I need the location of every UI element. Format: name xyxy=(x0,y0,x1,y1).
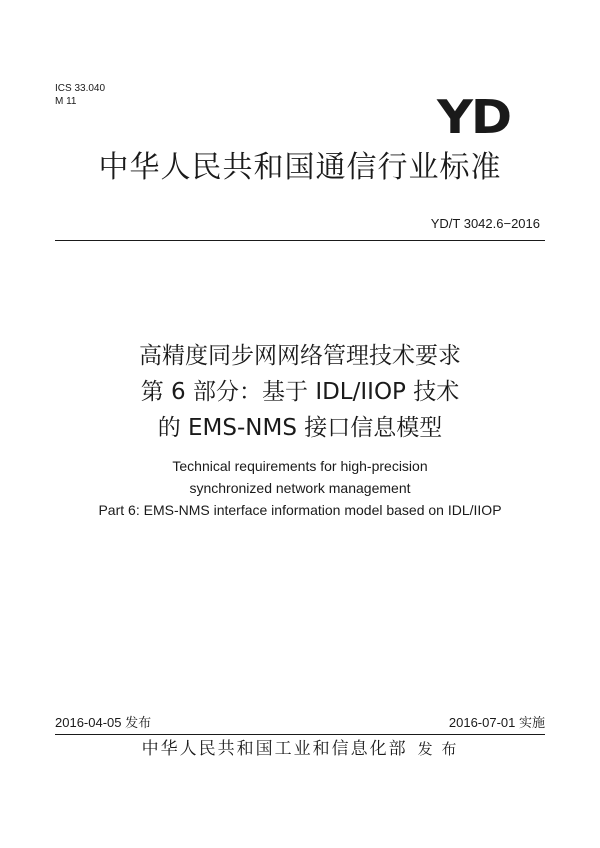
classification-codes xyxy=(55,82,105,108)
english-title-line-3: Part 6: EMS-NMS interface information model based on IDL/IIOP xyxy=(98,502,502,518)
publisher-action: 发 布 xyxy=(417,740,459,758)
english-title-line-2: synchronized network management xyxy=(189,480,411,496)
english-title-line-1: Technical requirements for high-precision xyxy=(172,458,428,474)
english-title xyxy=(0,455,600,521)
top-divider xyxy=(55,240,545,241)
publish-date: 2016-04-05 发布 xyxy=(55,715,152,730)
publisher-line xyxy=(0,737,600,761)
chinese-title-line-3: 的 EMS-NMS 接口信息模型 xyxy=(157,415,443,441)
bottom-divider xyxy=(55,734,545,735)
implement-date: 2016-07-01 实施 xyxy=(448,715,545,730)
chinese-title-line-1: 高精度同步网网络管理技术要求 xyxy=(139,343,461,369)
yd-logo: YD xyxy=(437,90,510,144)
ccs-code: M 11 xyxy=(55,96,77,107)
chinese-title-line-2: 第 6 部分：基于 IDL/IIOP 技术 xyxy=(140,379,460,405)
standard-title: 中华人民共和国通信行业标准 xyxy=(98,150,502,185)
publisher-name: 中华人民共和国工业和信息化部 xyxy=(141,739,408,759)
chinese-title xyxy=(0,338,600,446)
ics-code: ICS 33.040 xyxy=(55,83,106,94)
standard-number: YD/T 3042.6−2016 xyxy=(430,216,540,231)
